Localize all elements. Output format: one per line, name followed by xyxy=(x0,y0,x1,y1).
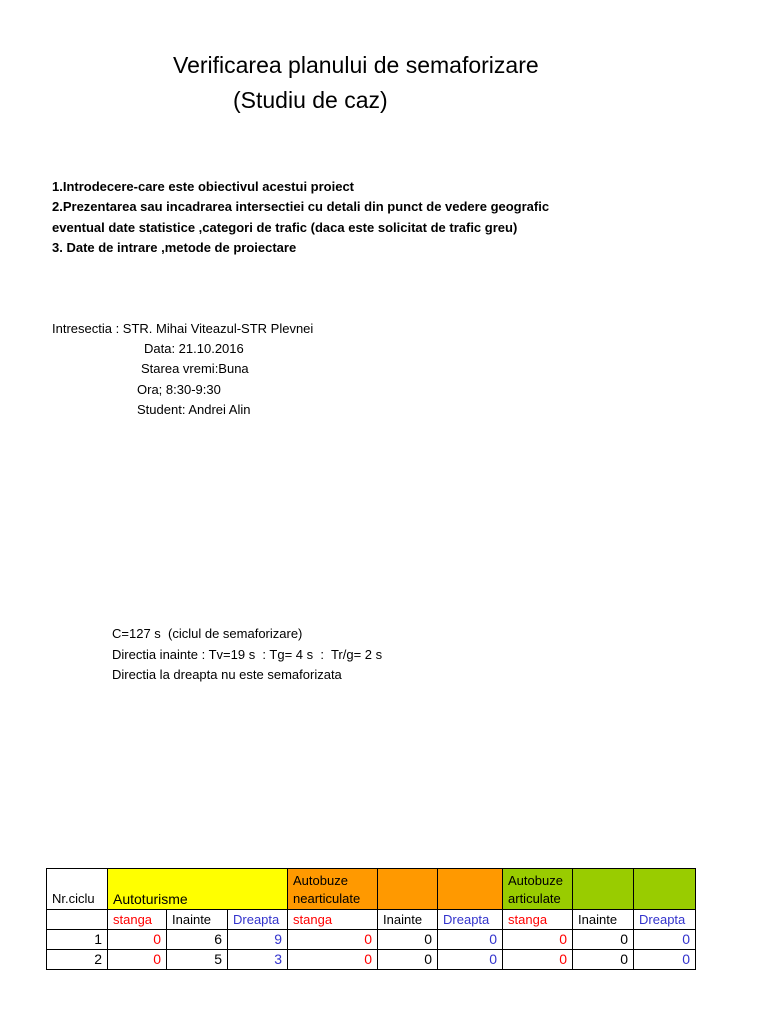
cycle-length-line: C=127 s (ciclul de semaforizare) xyxy=(112,626,303,641)
count-cell: 0 xyxy=(378,950,438,970)
count-cell: 9 xyxy=(228,930,288,950)
page-subtitle: (Studiu de caz) xyxy=(233,87,388,113)
direction-header-stanga: stanga xyxy=(288,910,378,930)
count-cell: 5 xyxy=(167,950,228,970)
direction-header-inainte: Inainte xyxy=(167,910,228,930)
count-cell: 0 xyxy=(634,930,696,950)
outline-item: 3. Date de intrare ,metode de proiectare xyxy=(52,239,297,255)
count-cell: 0 xyxy=(288,950,378,970)
count-cell: 0 xyxy=(503,950,573,970)
direction-header-dreapta: Dreapta xyxy=(438,910,503,930)
count-cell: 0 xyxy=(108,930,167,950)
outline-item: 1.Introdecere-care este obiectivul acestui proiect xyxy=(52,179,355,194)
cycle-number-header: Nr.ciclu xyxy=(47,869,108,910)
right-direction-note-line: Directia la dreapta nu este semaforizata xyxy=(112,667,342,682)
cycle-number: 1 xyxy=(47,930,108,950)
group-header-autoturisme: Autoturisme xyxy=(108,869,288,910)
group-header-autobuze-nearticulate: Autobuze nearticulate xyxy=(288,869,378,910)
count-cell: 0 xyxy=(573,930,634,950)
count-cell: 0 xyxy=(573,950,634,970)
intersection-label: Intresectia : STR. Mihai Viteazul-STR Plevnei xyxy=(52,321,314,336)
time-label: Ora; 8:30-9:30 xyxy=(137,382,221,397)
group-header-fill xyxy=(573,869,634,910)
count-cell: 0 xyxy=(288,930,378,950)
count-cell: 0 xyxy=(438,930,503,950)
traffic-count-table xyxy=(46,868,696,970)
cycle-number-subheader xyxy=(47,910,108,930)
date-label: Data: 21.10.2016 xyxy=(144,341,244,356)
count-cell: 6 xyxy=(167,930,228,950)
weather-label: Starea vremi:Buna xyxy=(141,361,249,376)
group-header-fill xyxy=(438,869,503,910)
count-cell: 0 xyxy=(438,950,503,970)
count-cell: 3 xyxy=(228,950,288,970)
direction-header-dreapta: Dreapta xyxy=(634,910,696,930)
direction-header-dreapta: Dreapta xyxy=(228,910,288,930)
direction-header-stanga: stanga xyxy=(108,910,167,930)
vehicle-group-header-row xyxy=(47,869,696,910)
student-label: Student: Andrei Alin xyxy=(137,402,251,417)
table-row xyxy=(47,950,696,970)
straight-direction-timing-line: Directia inainte : Tv=19 s : Tg= 4 s : Tr/g= 2 s xyxy=(112,647,383,662)
table-row xyxy=(47,930,696,950)
group-header-fill xyxy=(378,869,438,910)
outline-item: eventual date statistice ,categori de trafic (daca este solicitat de trafic greu) xyxy=(52,219,518,235)
count-cell: 0 xyxy=(108,950,167,970)
group-header-fill xyxy=(634,869,696,910)
page-title: Verificarea planului de semaforizare xyxy=(173,52,539,78)
project-outline xyxy=(52,177,549,258)
cycle-number: 2 xyxy=(47,950,108,970)
group-header-autobuze-articulate: Autobuze articulate xyxy=(503,869,573,910)
direction-header-stanga: stanga xyxy=(503,910,573,930)
count-cell: 0 xyxy=(378,930,438,950)
direction-header-inainte: Inainte xyxy=(378,910,438,930)
outline-item: 2.Prezentarea sau incadrarea intersectiei cu detali din punct de vedere geografic xyxy=(52,199,550,215)
count-cell: 0 xyxy=(503,930,573,950)
direction-header-row xyxy=(47,910,696,930)
count-cell: 0 xyxy=(634,950,696,970)
direction-header-inainte: Inainte xyxy=(573,910,634,930)
